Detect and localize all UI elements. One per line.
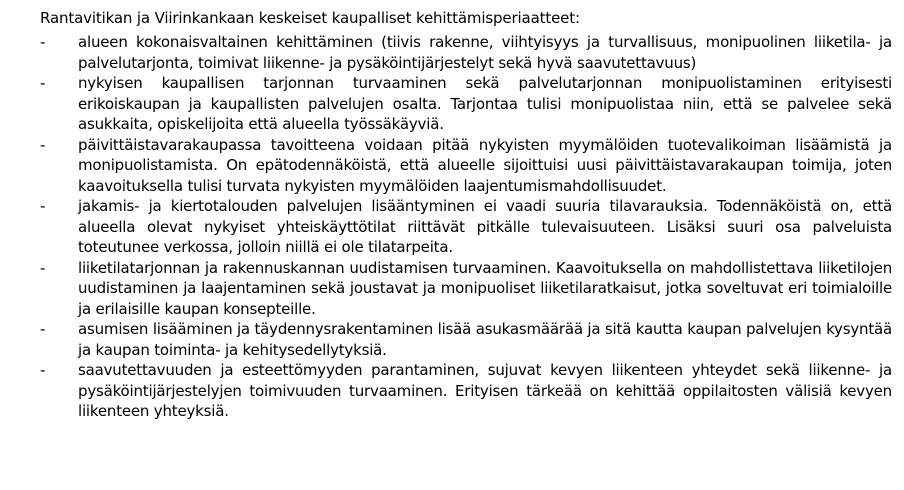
list-item-text: asumisen lisääminen ja täydennysrakentaminen lisää asukasmäärää ja sitä kautta kaupan palvelujen kysyntää ja kaupan toiminta- ja kehitysedellytyksiä. [78, 320, 892, 359]
bullet-dash: - [40, 74, 46, 92]
bullet-dash: - [40, 361, 46, 379]
list-item-text: nykyisen kaupallisen tarjonnan turvaaminen sekä palvelutarjonnan monipuolistaminen erityisesti erikoiskaupan ja kaupallisten palvelujen osalta. Tarjontaa tulisi monipuolistaa niin, että se palvelee sekä asukkaita, opiskelijoita että alueella työssäkäyviä. [78, 74, 892, 133]
list-item [40, 135, 892, 197]
bullet-dash: - [40, 197, 46, 215]
list-item-text: jakamis- ja kiertotalouden palvelujen lisääntyminen ei vaadi suuria tilavarauksia. Todennäköistä on, että alueella olevat nykyiset yhteiskäyttötilat riittävät pitkälle tulevaisuuteen. Lisäksi suuri osa palveluista toteutunee verkossa, jolloin niillä ei ole tilatarpeita. [78, 197, 892, 256]
bullet-dash: - [40, 320, 46, 338]
list-item [40, 73, 892, 135]
bullet-dash: - [40, 258, 46, 277]
list-item [40, 360, 892, 422]
principles-list [40, 32, 892, 422]
document-heading: Rantavitikan ja Viirinkankaan keskeiset kaupalliset kehittämisperiaatteet: [40, 9, 580, 27]
list-item-text: liiketilatarjonnan ja rakennuskannan uudistamisen turvaaminen. Kaavoituksella on mahdollistettava liiketilojen uudistaminen ja laajentaminen sekä joustavat ja monipuoliset liiketilaratkaisut, jotka soveltuvat eri toimialoille ja erilaisille kaupan konsepteille. [78, 258, 892, 318]
list-item [40, 196, 892, 258]
list-item-text: päivittäistavarakaupassa tavoitteena voidaan pitää nykyisten myymälöiden tuotevalikoiman lisäämistä ja monipuolistamista. On epätodennäköistä, että alueelle sijoittuisi uusi päivittäistavarakaupan toimija, joten kaavoituksella tulisi turvata nykyisten myymälöiden laajentumismahdollisuudet. [78, 135, 892, 195]
list-item-text: saavutettavuuden ja esteettömyyden parantaminen, sujuvat kevyen liikenteen yhteydet sekä liikenne- ja pysäköintijärjestelyjen toimivuuden turvaaminen. Erityisen tärkeää on kehittää oppilaitosten välisiä kevyen liikenteen yhteyksiä. [78, 361, 892, 420]
list-item [40, 258, 892, 320]
list-item [40, 32, 892, 73]
document-body [40, 8, 892, 422]
bullet-dash: - [40, 33, 46, 51]
list-item-text: alueen kokonaisvaltainen kehittäminen (tiivis rakenne, viihtyisyys ja turvallisuus, monipuolinen liiketila- ja palvelutarjonta, toimivat liikenne- ja pysäköintijärjestelyt sekä hyvä saavutettavuus) [78, 33, 892, 72]
list-item [40, 319, 892, 360]
bullet-dash: - [40, 135, 46, 154]
